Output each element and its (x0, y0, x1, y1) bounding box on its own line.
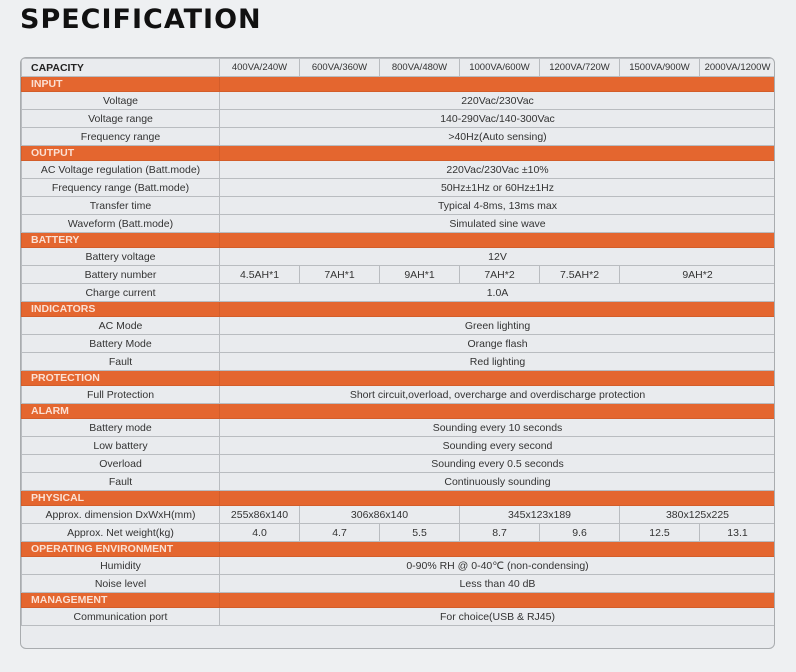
table-row (22, 419, 776, 437)
row-value: 50Hz±1Hz or 60Hz±1Hz (220, 179, 776, 197)
section-operating-environment (22, 542, 776, 557)
table-row (22, 386, 776, 404)
section-physical (22, 491, 776, 506)
row-value: 7AH*1 (300, 266, 380, 284)
row-value: Simulated sine wave (220, 215, 776, 233)
model-400va: 400VA/240W (220, 59, 300, 77)
section-header-label: PROTECTION (22, 371, 220, 386)
row-value: Less than 40 dB (220, 575, 776, 593)
table-row (22, 197, 776, 215)
section-header-fill (220, 404, 776, 419)
row-value: 1.0A (220, 284, 776, 302)
row-value: 220Vac/230Vac (220, 92, 776, 110)
row-value: 13.1 (700, 524, 776, 542)
section-header-label: OUTPUT (22, 146, 220, 161)
row-label: Low battery (22, 437, 220, 455)
table-row (22, 266, 776, 284)
row-value: 380x125x225 (620, 506, 776, 524)
model-600va: 600VA/360W (300, 59, 380, 77)
row-value: Red lighting (220, 353, 776, 371)
row-label: Frequency range (22, 128, 220, 146)
page-title: SPECIFICATION (20, 4, 262, 35)
row-label: Frequency range (Batt.mode) (22, 179, 220, 197)
row-label: Approx. Net weight(kg) (22, 524, 220, 542)
row-value: 9.6 (540, 524, 620, 542)
row-value: Sounding every second (220, 437, 776, 455)
section-header-label: INDICATORS (22, 302, 220, 317)
table-row (22, 215, 776, 233)
row-label: AC Mode (22, 317, 220, 335)
section-header-fill (220, 371, 776, 386)
model-800va: 800VA/480W (380, 59, 460, 77)
row-value: 7.5AH*2 (540, 266, 620, 284)
row-label: Approx. dimension DxWxH(mm) (22, 506, 220, 524)
table-row (22, 575, 776, 593)
row-label: Humidity (22, 557, 220, 575)
table-row (22, 506, 776, 524)
row-value: >40Hz(Auto sensing) (220, 128, 776, 146)
row-value: 5.5 (380, 524, 460, 542)
section-header-label: INPUT (22, 77, 220, 92)
row-label: Voltage (22, 92, 220, 110)
row-label: Battery number (22, 266, 220, 284)
row-label: AC Voltage regulation (Batt.mode) (22, 161, 220, 179)
section-protection (22, 371, 776, 386)
section-management (22, 593, 776, 608)
row-value: 345x123x189 (460, 506, 620, 524)
section-output (22, 146, 776, 161)
row-label: Voltage range (22, 110, 220, 128)
table-row (22, 353, 776, 371)
model-1200va: 1200VA/720W (540, 59, 620, 77)
row-value: Green lighting (220, 317, 776, 335)
row-value: 0-90% RH @ 0-40℃ (non-condensing) (220, 557, 776, 575)
model-2000va: 2000VA/1200W (700, 59, 776, 77)
specification-table-panel (20, 57, 775, 649)
row-label: Charge current (22, 284, 220, 302)
table-row (22, 248, 776, 266)
model-1500va: 1500VA/900W (620, 59, 700, 77)
section-header-label: PHYSICAL (22, 491, 220, 506)
table-row (22, 179, 776, 197)
capacity-row (22, 59, 776, 77)
section-header-fill (220, 491, 776, 506)
row-label: Battery voltage (22, 248, 220, 266)
row-value: 140-290Vac/140-300Vac (220, 110, 776, 128)
row-value: Short circuit,overload, overcharge and overdischarge protection (220, 386, 776, 404)
table-row (22, 317, 776, 335)
row-value: 255x86x140 (220, 506, 300, 524)
table-row (22, 335, 776, 353)
section-header-fill (220, 593, 776, 608)
table-row (22, 557, 776, 575)
row-label: Fault (22, 353, 220, 371)
row-value: 306x86x140 (300, 506, 460, 524)
table-row (22, 161, 776, 179)
section-indicators (22, 302, 776, 317)
section-header-label: OPERATING ENVIRONMENT (22, 542, 220, 557)
row-value: Continuously sounding (220, 473, 776, 491)
table-row (22, 608, 776, 626)
table-row (22, 473, 776, 491)
row-label: Fault (22, 473, 220, 491)
row-value: 9AH*2 (620, 266, 776, 284)
row-value: 9AH*1 (380, 266, 460, 284)
table-row (22, 110, 776, 128)
row-label: Noise level (22, 575, 220, 593)
section-header-fill (220, 233, 776, 248)
specification-table (21, 58, 775, 626)
section-alarm (22, 404, 776, 419)
row-label: Communication port (22, 608, 220, 626)
table-row (22, 92, 776, 110)
row-value: 4.7 (300, 524, 380, 542)
row-value: 8.7 (460, 524, 540, 542)
row-value: 12.5 (620, 524, 700, 542)
section-header-label: ALARM (22, 404, 220, 419)
row-label: Transfer time (22, 197, 220, 215)
row-value: 7AH*2 (460, 266, 540, 284)
row-value: 12V (220, 248, 776, 266)
table-row (22, 455, 776, 473)
section-header-label: BATTERY (22, 233, 220, 248)
row-label: Battery mode (22, 419, 220, 437)
row-value: For choice(USB & RJ45) (220, 608, 776, 626)
table-row (22, 284, 776, 302)
row-value: Typical 4-8ms, 13ms max (220, 197, 776, 215)
section-header-fill (220, 542, 776, 557)
row-label: Overload (22, 455, 220, 473)
table-row (22, 128, 776, 146)
row-value: 4.0 (220, 524, 300, 542)
row-value: Sounding every 0.5 seconds (220, 455, 776, 473)
model-1000va: 1000VA/600W (460, 59, 540, 77)
section-battery (22, 233, 776, 248)
row-value: 220Vac/230Vac ±10% (220, 161, 776, 179)
row-value: Orange flash (220, 335, 776, 353)
capacity-label: CAPACITY (22, 59, 220, 77)
table-row (22, 437, 776, 455)
section-input (22, 77, 776, 92)
row-value: Sounding every 10 seconds (220, 419, 776, 437)
table-row (22, 524, 776, 542)
section-header-fill (220, 77, 776, 92)
section-header-label: MANAGEMENT (22, 593, 220, 608)
row-label: Waveform (Batt.mode) (22, 215, 220, 233)
row-value: 4.5AH*1 (220, 266, 300, 284)
row-label: Full Protection (22, 386, 220, 404)
section-header-fill (220, 146, 776, 161)
section-header-fill (220, 302, 776, 317)
row-label: Battery Mode (22, 335, 220, 353)
